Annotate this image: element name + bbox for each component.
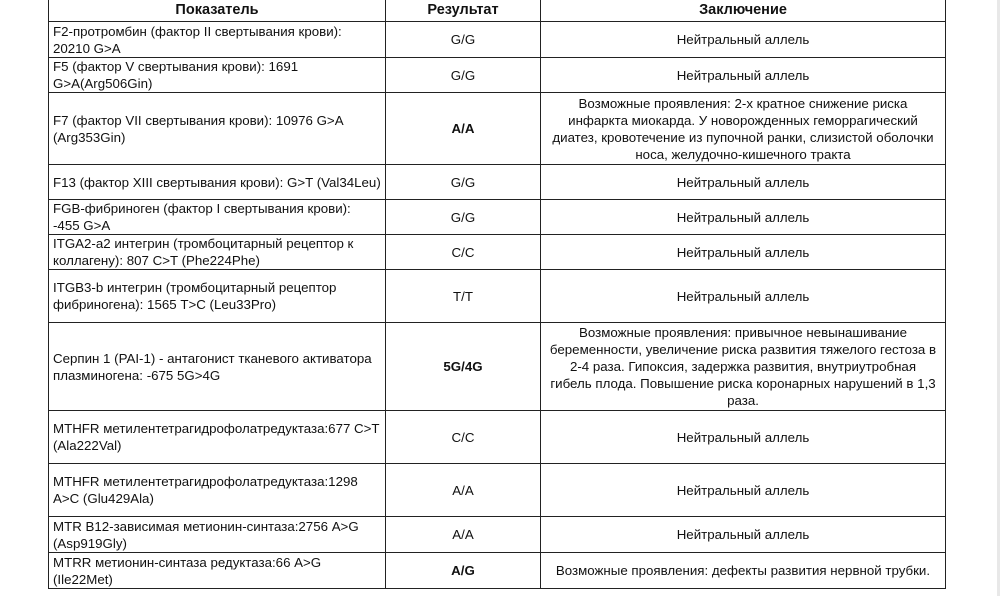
conclusion-cell: Нейтральный аллель: [541, 235, 946, 270]
header-conclusion: Заключение: [541, 0, 946, 22]
result-cell: A/A: [386, 464, 541, 517]
param-cell: MTR B12-зависимая метионин-синтаза:2756 A>G (Asp919Gly): [49, 517, 386, 553]
table-row: [49, 411, 946, 464]
table-row: [49, 464, 946, 517]
param-cell: ITGA2-a2 интегрин (тромбоцитарный рецептор к коллагену): 807 C>T (Phe224Phe): [49, 235, 386, 270]
result-cell: C/C: [386, 411, 541, 464]
result-cell: A/A: [386, 517, 541, 553]
conclusion-cell: Нейтральный аллель: [541, 58, 946, 93]
conclusion-cell: Нейтральный аллель: [541, 270, 946, 323]
result-cell: 5G/4G: [386, 323, 541, 411]
report-sheet: [48, 0, 1000, 589]
table-row: [49, 323, 946, 411]
table-row: [49, 517, 946, 553]
param-cell: MTHFR метилентетрагидрофолатредуктаза:1298 A>C (Glu429Ala): [49, 464, 386, 517]
conclusion-cell: Возможные проявления: дефекты развития нервной трубки.: [541, 553, 946, 589]
table-row: [49, 200, 946, 235]
result-cell: A/G: [386, 553, 541, 589]
param-cell: Серпин 1 (PAI-1) - антагонист тканевого активатора плазминогена: -675 5G>4G: [49, 323, 386, 411]
param-cell: ITGB3-b интегрин (тромбоцитарный рецептор фибриногена): 1565 T>C (Leu33Pro): [49, 270, 386, 323]
conclusion-cell: Нейтральный аллель: [541, 411, 946, 464]
table-row: [49, 270, 946, 323]
conclusion-cell: Нейтральный аллель: [541, 517, 946, 553]
header-param: Показатель: [49, 0, 386, 22]
result-cell: A/A: [386, 93, 541, 165]
param-cell: F7 (фактор VII свертывания крови): 10976 G>A (Arg353Gin): [49, 93, 386, 165]
param-cell: MTRR метионин-синтаза редуктаза:66 A>G (Ile22Met): [49, 553, 386, 589]
table-header-row: [49, 0, 946, 22]
result-cell: G/G: [386, 165, 541, 200]
conclusion-cell: Возможные проявления: привычное невынашивание беременности, увеличение риска развития тяжелого гестоза в 2-4 раза. Гипоксия, задержка развития, внутриутробная гибель плода. Повышение риска коронарных нарушений в 1,3 раза.: [541, 323, 946, 411]
result-cell: T/T: [386, 270, 541, 323]
result-cell: G/G: [386, 22, 541, 58]
conclusion-cell: Возможные проявления: 2-х кратное снижение риска инфаркта миокарда. У новорожденных геморрагический диатез, кровотечение из пупочной ранки, слизистой оболочки носа, желудочно-кишечного тракта: [541, 93, 946, 165]
table-row: [49, 165, 946, 200]
conclusion-cell: Нейтральный аллель: [541, 22, 946, 58]
table-row: [49, 553, 946, 589]
param-cell: F5 (фактор V свертывания крови): 1691 G>A(Arg506Gin): [49, 58, 386, 93]
conclusion-cell: Нейтральный аллель: [541, 165, 946, 200]
table-row: [49, 22, 946, 58]
param-cell: FGB-фибриноген (фактор I свертывания крови): -455 G>A: [49, 200, 386, 235]
param-cell: F13 (фактор XIII свертывания крови): G>T (Val34Leu): [49, 165, 386, 200]
param-cell: MTHFR метилентетрагидрофолатредуктаза:677 C>T (Ala222Val): [49, 411, 386, 464]
result-cell: G/G: [386, 58, 541, 93]
result-cell: G/G: [386, 200, 541, 235]
conclusion-cell: Нейтральный аллель: [541, 464, 946, 517]
conclusion-cell: Нейтральный аллель: [541, 200, 946, 235]
result-cell: C/C: [386, 235, 541, 270]
table-row: [49, 58, 946, 93]
table-row: [49, 93, 946, 165]
param-cell: F2-протромбин (фактор II свертывания крови): 20210 G>A: [49, 22, 386, 58]
header-result: Результат: [386, 0, 541, 22]
genetic-results-table: [48, 0, 946, 589]
table-row: [49, 235, 946, 270]
